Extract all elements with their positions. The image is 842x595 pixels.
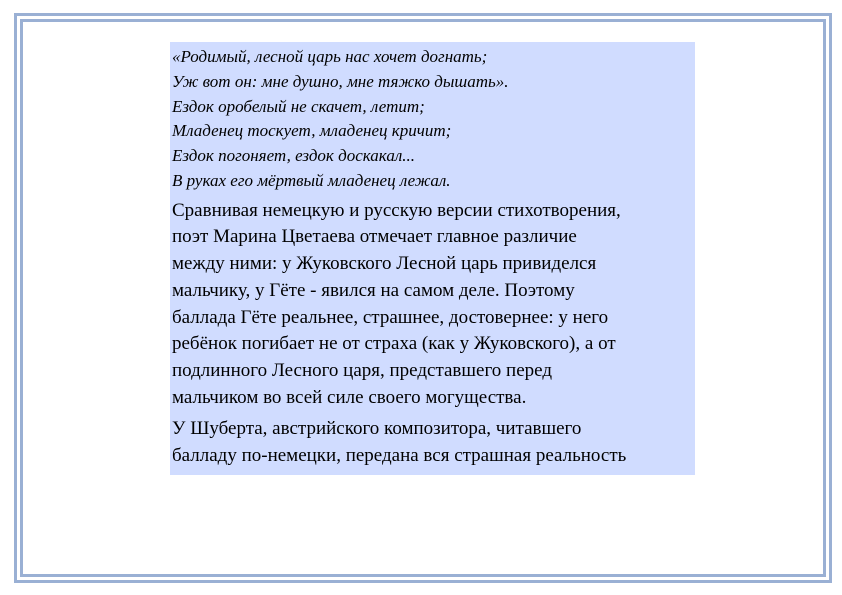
paragraph-schubert [172,416,695,469]
poem-line: В руках его мёртвый младенец лежал. [172,170,451,190]
paragraph-line: У Шуберта, австрийского композитора, читавшего [172,418,582,440]
paragraph-line: баллада Гёте реальнее, страшнее, достовернее: у него [172,306,609,328]
poem-line: «Родимый, лесной царь нас хочет догнать; [172,47,488,66]
poem-line: Младенец тоскует, младенец кричит; [172,121,452,141]
poem-quote [172,45,695,194]
paragraph-line: между ними: у Жуковского Лесной царь привиделся [172,253,597,275]
paragraph-tsvetaeva-comparison [172,198,695,412]
paragraph-line: мальчику, у Гёте - явился на самом деле. Поэтому [172,279,575,301]
paragraph-line: ребёнок погибает не от страха (как у Жуковского), а от [172,333,616,355]
paragraph-line: поэт Марина Цветаева отмечает главное различие [172,226,577,248]
paragraph-line: подлинного Лесного царя, представшего перед [172,360,552,381]
poem-line: Ездок погоняет, ездок доскакал... [172,146,415,166]
poem-line: Уж вот он: мне душно, мне тяжко дышать». [172,71,509,91]
poem-line: Ездок оробелый не скачет, летит; [172,96,425,116]
paragraph-line: Сравнивая немецкую и русскую версии стихотворения, [172,199,621,221]
paragraph-line: мальчиком во всей силе своего могущества. [172,386,527,408]
text-box [170,42,695,475]
paragraph-line: балладу по-немецки, передана вся страшная реальность [172,445,627,467]
